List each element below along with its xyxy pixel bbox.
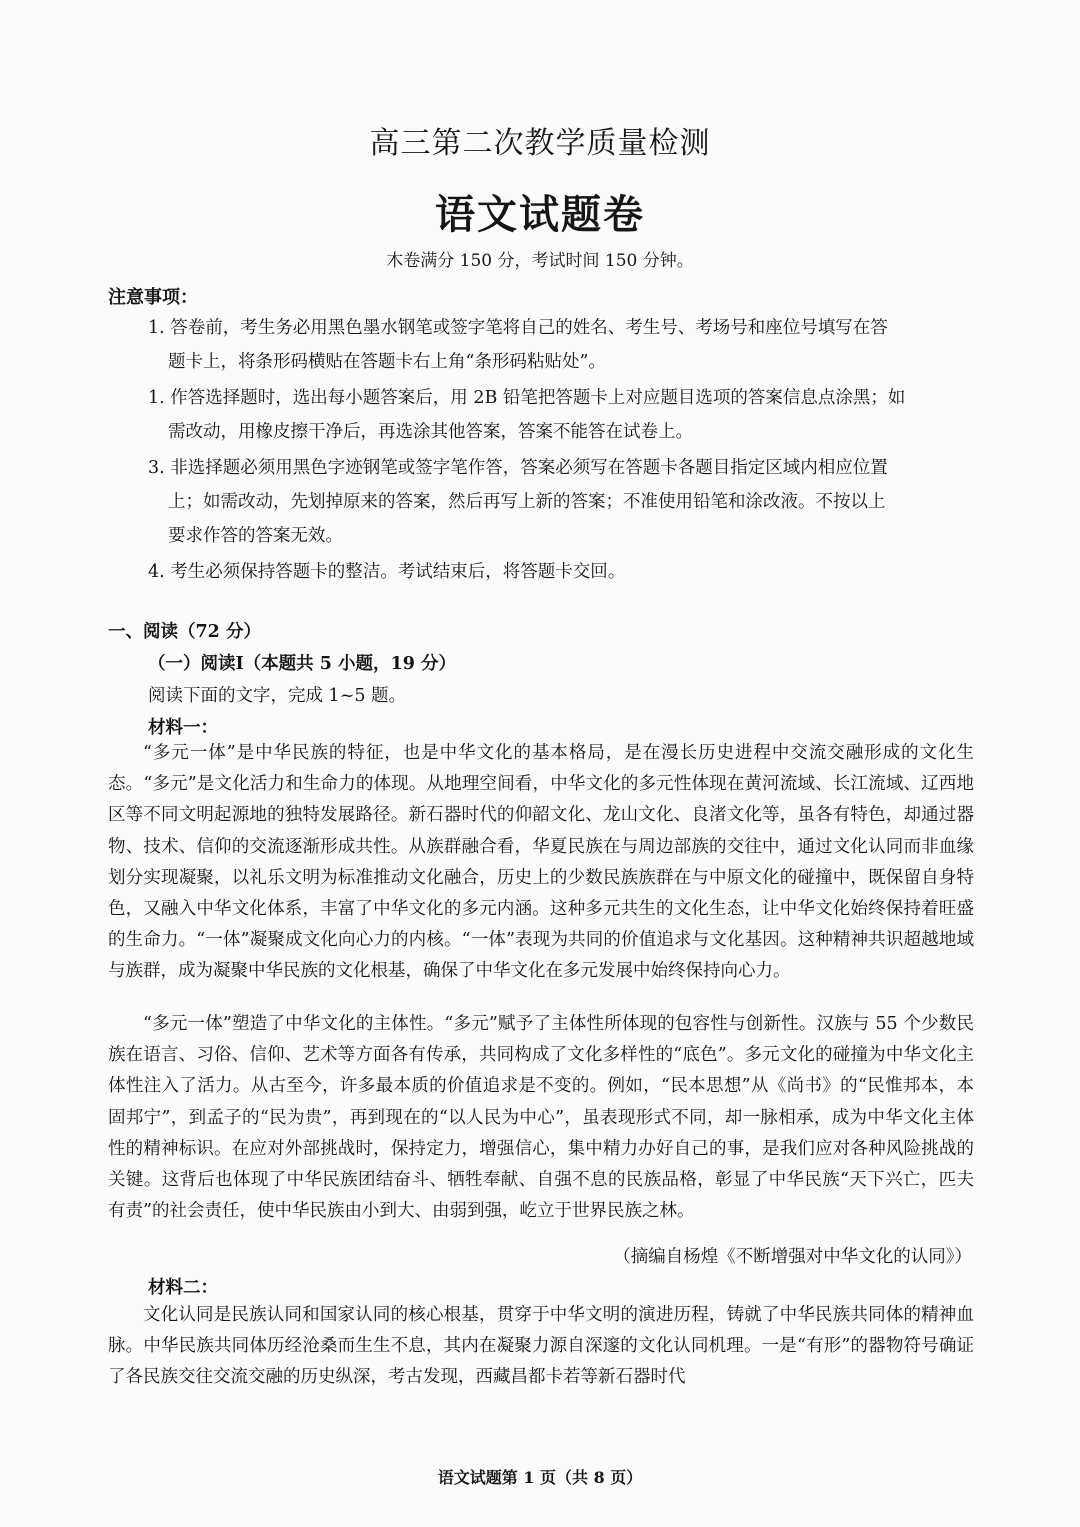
note-item xyxy=(148,555,978,589)
material1-label: 材料一： xyxy=(148,718,218,738)
note-item xyxy=(148,381,978,449)
notes-heading: 注意事项： xyxy=(108,287,198,308)
paragraph-text: 文化认同是民族认同和国家认同的核心根基，贯穿于中华文明的演进历程，铸就了中华民族共同体的精神血脉。中华民族共同体历经沧桑而生生不息，其内在凝聚力源自深邃的文化认同机理。一是“有形”的器物符号确证了各民族交往交流交融的历史纵深，考古发现，西藏昌都卡若等新石器时代 xyxy=(108,1305,974,1388)
material2-paragraph-1 xyxy=(108,1300,974,1394)
note-item xyxy=(148,311,978,379)
paragraph-text: “多元一体”塑造了中华文化的主体性。“多元”赋予了主体性所体现的包容性与创新性。汉族与 55 个少数民族在语言、习俗、信仰、艺术等方面各有传承，共同构成了文化多样性的“底色”。多元文化的碰撞为中华文化主体性注入了活力。从古至今，许多最本质的价值追求是不变的。例如，“民本思想”从《尚书》的“民惟邦本，本固邦宁”，到孟子的“民为贵”，再到现在的“以人民为中心”，虽表现形式不同，却一脉相承，成为中华文化主体性的精神标识。在应对外部挑战时，保持定力，增强信心，集中精力办好自己的事，是我们应对各种风险挑战的关键。这背后也体现了中华民族团结奋斗、牺牲奉献、自强不息的民族品格，彰显了中华民族“天下兴亡，匹夫有责”的社会责任，使中华民族由小到大、由弱到强，屹立于世界民族之林。 xyxy=(108,1014,974,1222)
exam-title: 高三第二次教学质量检测 xyxy=(369,126,711,161)
note-item xyxy=(148,451,978,553)
notes-list xyxy=(148,311,978,591)
instruction: 阅读下面的文字，完成 1~5 题。 xyxy=(148,686,407,706)
material2-label: 材料二： xyxy=(148,1278,218,1298)
note-line: 1. 答卷前，考生务必用黑色墨水钢笔或签字笔将自己的姓名、考生号、考场号和座位号填写在答 xyxy=(148,318,888,338)
part-heading: 一、阅读（72 分） xyxy=(108,622,261,642)
note-line: 4. 考生必须保持答题卡的整洁。考试结束后，将答题卡交回。 xyxy=(148,562,626,582)
note-line: 要求作答的答案无效。 xyxy=(168,526,343,546)
note-line: 3. 非选择题必须用黑色字迹钢笔或签字笔作答，答案必须写在答题卡各题目指定区域内相应位置 xyxy=(148,458,888,478)
material1-source: （摘编自杨煌《不断增强对中华文化的认同》） xyxy=(613,1247,972,1267)
note-line: 需改动，用橡皮擦干净后，再选涂其他答案，答案不能答在试卷上。 xyxy=(168,422,693,442)
material1-paragraph-1 xyxy=(108,738,974,988)
page-footer: 语文试题第 1 页（共 8 页） xyxy=(437,1468,643,1487)
paragraph-text: “多元一体”是中华民族的特征，也是中华文化的基本格局，是在漫长历史进程中交流交融形成的文化生态。“多元”是文化活力和生命力的体现。从地理空间看，中华文化的多元性体现在黄河流域、长江流域、辽西地区等不同文明起源地的独特发展路径。新石器时代的仰韶文化、龙山文化、良渚文化等，虽各有特色，却通过器物、技术、信仰的交流逐渐形成共性。从族群融合看，华夏民族在与周边部族的交往中，通过文化认同而非血缘划分实现凝聚，以礼乐文明为标准推动文化融合，历史上的少数民族族群在与中原文化的碰撞中，既保留自身特色，又融入中华文化体系，丰富了中华文化的多元内涵。这种多元共生的文化生态，让中华文化始终保持着旺盛的生命力。“一体”凝聚成文化向心力的内核。“一体”表现为共同的价值追求与文化基因。这种精神共识超越地域与族群，成为凝聚中华民族的文化根基，确保了中华文化在多元发展中始终保持向心力。 xyxy=(108,743,974,982)
note-line: 1. 作答选择题时，选出每小题答案后，用 2B 铅笔把答题卡上对应题目选项的答案信息点涂黑；如 xyxy=(148,388,906,408)
exam-info: 木卷满分 150 分，考试时间 150 分钟。 xyxy=(386,251,694,271)
material1-paragraph-2 xyxy=(108,1009,974,1227)
paper-title: 语文试题卷 xyxy=(435,191,645,238)
subpart-heading: （一）阅读Ⅰ（本题共 5 小题，19 分） xyxy=(148,654,456,674)
note-line: 题卡上，将条形码横贴在答题卡右上角“条形码粘贴处”。 xyxy=(168,352,606,372)
note-line: 上；如需改动，先划掉原来的答案，然后再写上新的答案；不准使用铅笔和涂改液。不按以上 xyxy=(168,492,886,512)
